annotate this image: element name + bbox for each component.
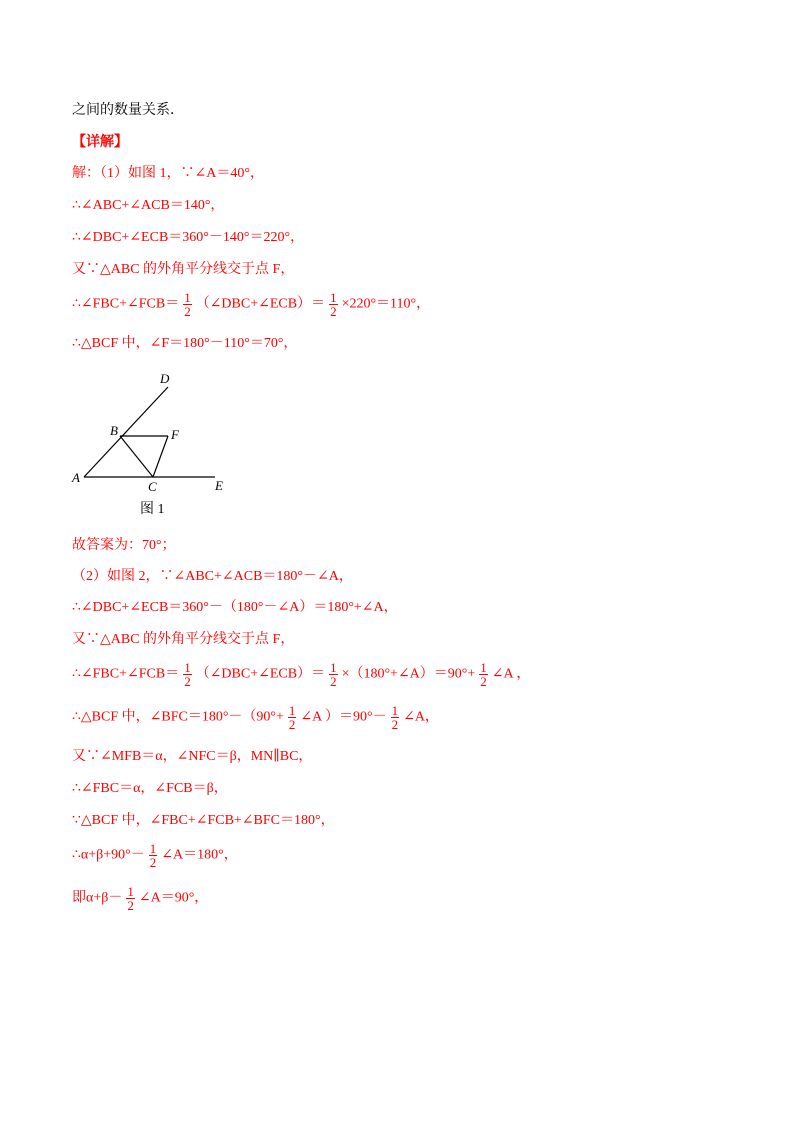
solution-line-2: ∴∠ABC+∠ACB＝140°， [72, 198, 225, 213]
triangle-figure [60, 362, 240, 522]
segment-bc [120, 436, 153, 477]
fraction: $\frac{1}{2}$ [149, 841, 157, 870]
solution-line-6: ∴△BCF 中，∠F＝180°－110°＝70°， [72, 336, 298, 351]
intro-line: 之间的数量关系． [72, 103, 184, 118]
label-f: F [171, 427, 179, 442]
fraction: $\frac{1}{2}$ [330, 290, 337, 319]
fraction: $\frac{1}{2}$ [184, 290, 191, 319]
label-d: D [160, 371, 170, 386]
solution-line-3: ∴∠DBC+∠ECB＝360°－140°＝220°， [72, 230, 305, 245]
segment-cf [153, 436, 168, 477]
fraction: $\frac{1}{2}$ [184, 660, 191, 689]
part2-line-1: （2）如图 2，∵∠ABC+∠ACB＝180°－∠A， [72, 569, 353, 584]
label-e: E [215, 478, 223, 493]
ray-ad [84, 387, 168, 477]
part2-line-7: ∴∠FBC＝α，∠FCB＝β， [72, 781, 228, 796]
solution-line-4: 又∵△ABC 的外角平分线交于点 F， [72, 262, 295, 277]
part2-line-6: 又∵∠MFB＝α，∠NFC＝β，MN∥BC， [72, 749, 313, 764]
answer-line: 故答案为：70°； [72, 538, 176, 553]
part2-line-5: ∴△BCF 中，∠BFC＝180°－（90°+ $\frac{1}{2}$ ∠A ）＝90°－ $\frac{1}{2}$ ∠A， [72, 703, 439, 732]
fraction: $\frac{1}{2}$ [391, 703, 399, 732]
label-c: C [148, 479, 157, 494]
solution-line-1: 解：（1）如图 1，∵∠A＝40°， [72, 166, 264, 181]
part2-line-8: ∵△BCF 中，∠FBC+∠FCB+∠BFC＝180°， [72, 813, 335, 828]
label-b: B [110, 423, 118, 438]
fraction: $\frac{1}{2}$ [480, 660, 487, 689]
fraction: $\frac{1}{2}$ [127, 884, 134, 913]
part2-line-3: 又∵△ABC 的外角平分线交于点 F， [72, 632, 295, 647]
figure-caption: 图 1 [140, 502, 165, 517]
part2-line-2: ∴∠DBC+∠ECB＝360°－（180°－∠A）＝180°+∠A， [72, 600, 398, 615]
part2-line-4: ∴∠FBC+∠FCB＝ $\frac{1}{2}$ （∠DBC+∠ECB）＝ $\frac{1}{2}$ ×（180°+∠A）＝90°+ $\frac{1}{2}$ ∠A ， [72, 660, 531, 689]
fraction: $\frac{1}{2}$ [288, 703, 296, 732]
detail-heading: 【详解】 [72, 135, 128, 150]
part2-line-10: 即α+β－ $\frac{1}{2}$ ∠A＝90°， [72, 884, 209, 913]
part2-line-9: ∴α+β+90°－ $\frac{1}{2}$ ∠A＝180°， [72, 841, 238, 870]
fraction: $\frac{1}{2}$ [330, 660, 337, 689]
label-a: A [72, 470, 80, 485]
solution-line-5: ∴∠FBC+∠FCB＝ $\frac{1}{2}$ （∠DBC+∠ECB）＝ $\frac{1}{2}$ ×220°＝110°， [72, 290, 431, 319]
